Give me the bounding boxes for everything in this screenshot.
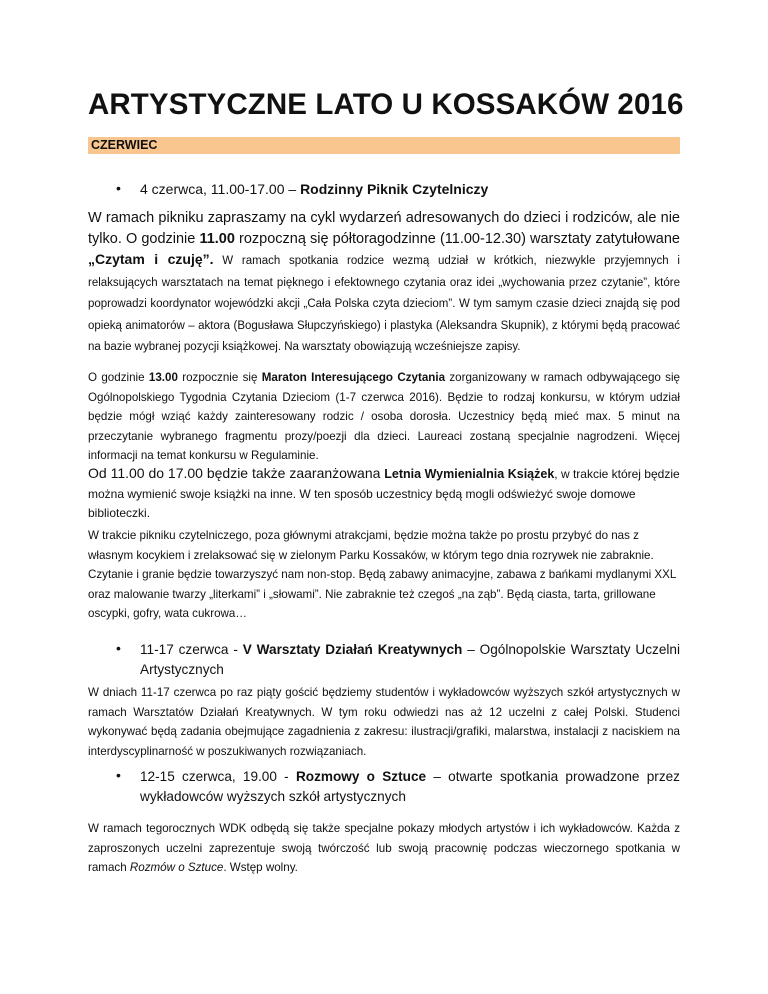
event-1-title bbox=[140, 180, 680, 199]
event-3-paragraph-1: W ramach tegorocznych WDK odbędą się także specjalne pokazy młodych artystów i ich wykładowców. Każda z zaproszonych uczelni zaprezentuje swoją twórczość lub swoją pracownię podczas wieczornego spotkania w ramach Rozmów o Sztuce. Wstęp wolny. bbox=[88, 822, 680, 874]
event-3-title: 12-15 czerwca, 19.00 - Rozmowy o Sztuce – otwarte spotkania prowadzone przez wykładowców wyższych szkół artystycznych bbox=[140, 769, 680, 804]
bullet-icon: • bbox=[116, 180, 121, 196]
bullet-icon: • bbox=[116, 767, 121, 783]
event-1-paragraph-1: W ramach pikniku zapraszamy na cykl wydarzeń adresowanych do dzieci i rodziców, ale nie tylko. O godzinie 11.00 rozpoczną się półtoragodzinne (11.00-12.30) warsztaty zatytułowane „Czytam i czuję”. W ramach spotkania rodzice wezmą udział w krótkich, niezwykle przyjemnych i relaksujących warsztatach na temat pięknego i efektownego czytania oraz idei „wychowania przez czytanie”, które poprowadzi koordynator wojewódzki akcji „Cała Polska czyta dzieciom”. W tym samym czasie dzieci znajdą się pod opieką animatorów – aktora (Bogusława Słupczyńskiego) i plastyka (Aleksandra Skupnik), z którymi będą pracować na bazie wybranej pozycji książkowej. Na warsztaty obowiązują wcześniejsze zapisy. bbox=[88, 210, 680, 354]
event-1-paragraph-4: W trakcie pikniku czytelniczego, poza głównymi atrakcjami, będzie można także po prostu przybyć do nas z własnym kocykiem i zrelaksować się w zielonym Parku Kossaków, w którym tego dnia rozrywek nie zabraknie. Czytanie i granie będzie towarzyszyć nam non-stop. Będą zabawy animacyjne, zabawa z bańkami mydlanymi XXL oraz malowanie twarzy „literkami” i „słowami”. Nie zabraknie też czegoś „na ząb”. Będą ciasta, tarta, grillowane oscypki, gofry, wata cukrowa… bbox=[88, 529, 676, 620]
event-1-date: 4 czerwca, 11.00-17.00 – bbox=[140, 181, 301, 197]
event-2-title: 11-17 czerwca - V Warsztaty Działań Kreatywnych – Ogólnopolskie Warsztaty Uczelni Artystycznych bbox=[140, 642, 681, 677]
event-1-name: Rodzinny Piknik Czytelniczy bbox=[300, 181, 489, 197]
event-1-paragraph-2: O godzinie 13.00 rozpocznie się Maraton Interesującego Czytania zorganizowany w ramach odbywającego się Ogólnopolskiego Tygodnia Czytania Dzieciom (1-7 czerwca 2016). Będzie to rodzaj konkursu, w którym udział będzie mógł wziąć każdy zainteresowany rodzic / osoba dorosła. Uczestnicy będą mieć max. 5 minut na przeczytanie wybranego fragmentu prozy/poezji dla dzieci. Laureaci zostaną specjalnie nagrodzeni. Więcej informacji na temat konkursu w Regulaminie. bbox=[88, 371, 680, 462]
bullet-icon: • bbox=[116, 640, 121, 656]
event-2-paragraph-1: W dniach 11-17 czerwca po raz piąty gościć będziemy studentów i wykładowców wyższych szkół artystycznych w ramach Warsztatów Działań Kreatywnych. W tym roku odwiedzi nas aż 12 uczelni z całej Polski. Studenci wykonywać będą zadania obejmujące zagadnienia z zakresu: ilustracji/grafiki, malarstwa, instalacji z naciskiem na interdyscyplinarność w poszukiwanych rozwiązaniach. bbox=[88, 686, 680, 758]
month-header-bar bbox=[88, 137, 680, 154]
month-label: CZERWIEC bbox=[91, 138, 158, 152]
event-1-paragraph-3: Od 11.00 do 17.00 będzie także zaaranżowana Letnia Wymienialnia Książek, w trakcie której będzie można wymienić swoje książki na inne. W ten sposób uczestnicy będą mogli odświeżyć swoje domowe biblioteczki. bbox=[88, 465, 680, 520]
page-title: ARTYSTYCZNE LATO U KOSSAKÓW 2016 bbox=[88, 88, 684, 121]
